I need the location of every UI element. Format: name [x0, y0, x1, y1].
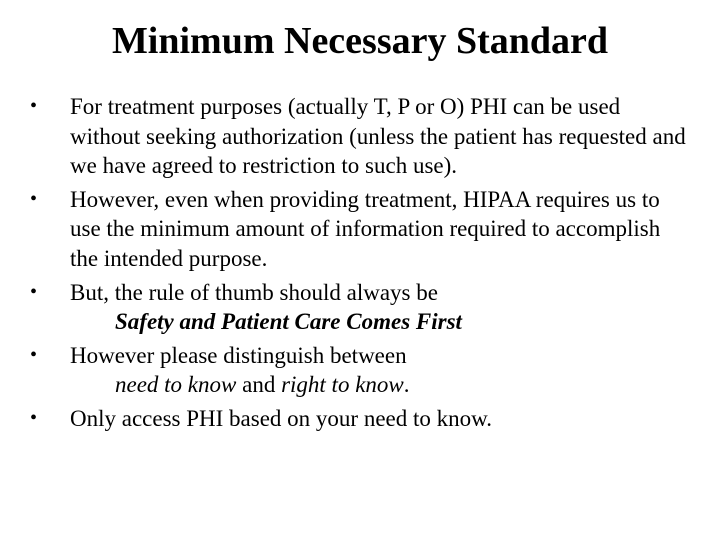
distinction-line [70, 370, 690, 400]
bullet-item-5 [30, 404, 690, 434]
right-to-know-term: right to know [281, 372, 404, 398]
need-to-know-term: need to know [115, 372, 237, 398]
bullet-list [30, 92, 690, 438]
emphasis-line: Safety and Patient Care Comes First [115, 309, 462, 335]
bullet-text: But, the rule of thumb should always be [70, 279, 438, 305]
bullet-item-2 [30, 185, 690, 274]
bullet-text: However please distinguish between [70, 342, 407, 368]
bullet-icon: • [30, 187, 38, 210]
bullet-text: However, even when providing treatment, HIPAA requires us to use the minimum amount of information required to accomplish the intended purpose. [70, 186, 661, 271]
bullet-icon: • [30, 95, 38, 117]
bullet-icon: • [30, 280, 38, 303]
bullet-text: For treatment purposes (actually T, P or O) PHI can be used without seeking authorization (unless the patient has requested and we have agreed to restriction to such use). [70, 94, 686, 179]
bullet-icon: • [30, 406, 38, 429]
bullet-item-3 [30, 278, 690, 337]
slide-title: Minimum Necessary Standard [111, 20, 609, 62]
bullet-icon: • [30, 343, 38, 366]
joiner-text: and [236, 372, 282, 398]
end-punctuation: . [403, 372, 410, 398]
bullet-text: Only access PHI based on your need to know. [70, 405, 492, 431]
bullet-item-1 [30, 92, 690, 181]
bullet-item-4 [30, 341, 690, 400]
